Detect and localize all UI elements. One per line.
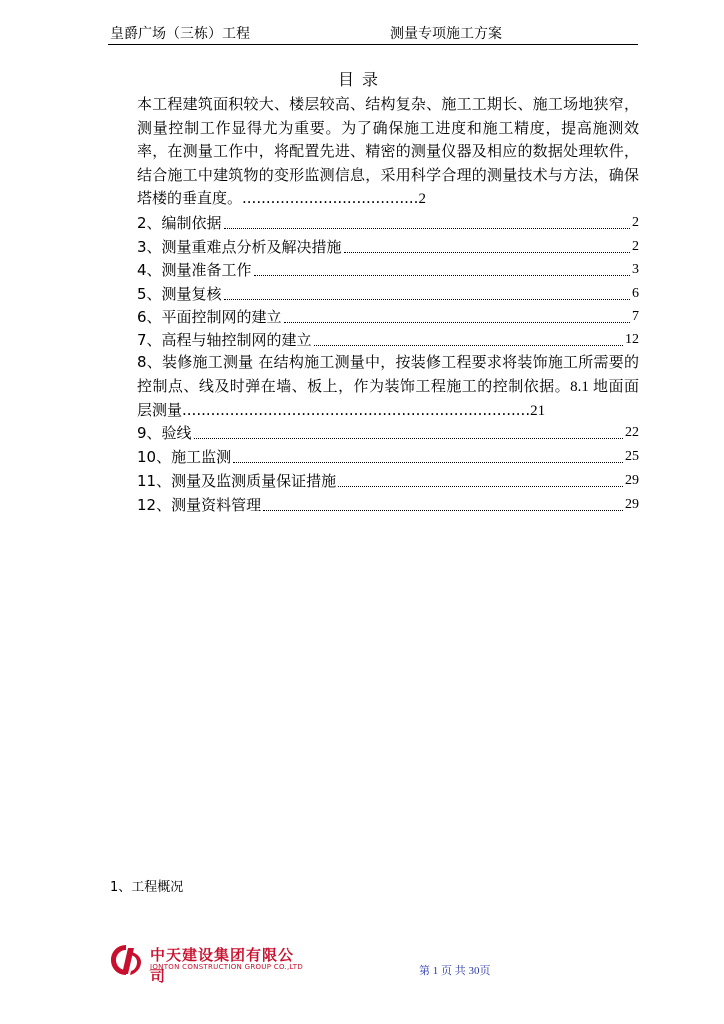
- toc-entry-label: 5、测量复核: [137, 285, 222, 303]
- toc-entry[interactable]: [137, 328, 639, 352]
- toc-entry-page: 6: [632, 286, 639, 301]
- toc-item8-page: 21: [530, 403, 546, 419]
- section-heading: 1、工程概况: [110, 880, 184, 895]
- toc-leader-dots: [194, 437, 623, 439]
- toc-entry-page: 2: [632, 239, 639, 254]
- logo-company-name-en: JONTON CONSTRUCTION GROUP CO.,LTD: [150, 963, 304, 971]
- toc-entry[interactable]: [137, 235, 639, 259]
- toc-intro-text: 本工程建筑面积较大、楼层较高、结构复杂、施工工期长、施工场地狭窄，测量控制工作显得尤为重要。为了确保施工进度和施工精度，提高施测效率，在测量工作中，将配置先进、精密的测量仪器及相应的数据处理软件，结合施工中建筑物的变形监测信息，采用科学合理的测量技术与方法，确保塔楼的垂直度。: [137, 95, 639, 207]
- toc-entry[interactable]: [137, 469, 639, 493]
- toc-entry[interactable]: [137, 282, 639, 306]
- toc-entry[interactable]: [137, 258, 639, 282]
- toc-entry-label: 3、测量重难点分析及解决措施: [137, 238, 342, 256]
- toc-entry-page: 25: [625, 449, 639, 464]
- company-logo: [108, 942, 308, 985]
- toc-entry[interactable]: [137, 305, 639, 329]
- toc-entry-page: 29: [625, 497, 639, 512]
- toc-entry-page: 2: [632, 215, 639, 230]
- toc-item8-entry[interactable]: [137, 351, 639, 424]
- toc-item8-dots: .........................................................................: [182, 401, 531, 419]
- toc-leader-dots: [314, 344, 623, 346]
- toc-entry-label: 10、施工监测: [137, 448, 232, 466]
- toc-entry-page: 22: [625, 425, 639, 440]
- toc-entry[interactable]: [137, 421, 639, 445]
- toc-entry[interactable]: [137, 493, 639, 517]
- toc-entry-label: 2、编制依据: [137, 214, 222, 232]
- page-header: [108, 24, 638, 45]
- toc-entry[interactable]: [137, 445, 639, 469]
- toc-entry-page: 3: [632, 262, 639, 277]
- toc-intro-page: 2: [418, 191, 426, 207]
- toc-intro-entry[interactable]: [137, 93, 639, 212]
- toc-leader-dots: [233, 461, 623, 463]
- toc-leader-dots: [344, 251, 630, 253]
- header-doc-title: 测量专项施工方案: [390, 26, 502, 42]
- toc-entry-label: 7、高程与轴控制网的建立: [137, 331, 312, 349]
- header-project-name: 皇爵广场（三栋）工程: [110, 26, 250, 42]
- toc-leader-dots: [224, 227, 630, 229]
- toc-item8-sub-label: 8.1 地面面层测量: [137, 378, 639, 419]
- footer-page-number: 第 1 页 共 30页: [419, 965, 491, 977]
- toc-intro-dots: .....................................: [242, 189, 419, 207]
- toc-leader-dots: [284, 321, 630, 323]
- toc-entry-label: 9、验线: [137, 424, 192, 442]
- toc-entry-page: 29: [625, 473, 639, 488]
- logo-company-name-cn: 中天建设集团有限公司: [150, 946, 295, 985]
- toc-entry-page: 7: [632, 309, 639, 324]
- toc-entry-label: 11、测量及监测质量保证措施: [137, 472, 337, 490]
- toc-entry[interactable]: [137, 211, 639, 235]
- toc-leader-dots: [263, 509, 623, 511]
- toc-entry-page: 12: [625, 332, 639, 347]
- company-logo-icon: [108, 942, 144, 978]
- toc-entry-label: 12、测量资料管理: [137, 496, 262, 514]
- toc-title: 目录: [337, 70, 386, 89]
- toc-leader-dots: [338, 485, 623, 487]
- toc-item8-text: 8、装修施工测量 在结构施工测量中，按装修工程要求将装饰施工所需要的控制点、线及时弹在墙、板上，作为装饰工程施工的控制依据。: [137, 353, 639, 395]
- toc-leader-dots: [224, 298, 630, 300]
- toc-entry-label: 6、平面控制网的建立: [137, 308, 282, 326]
- toc-leader-dots: [254, 274, 630, 276]
- toc-entry-label: 4、测量准备工作: [137, 261, 252, 279]
